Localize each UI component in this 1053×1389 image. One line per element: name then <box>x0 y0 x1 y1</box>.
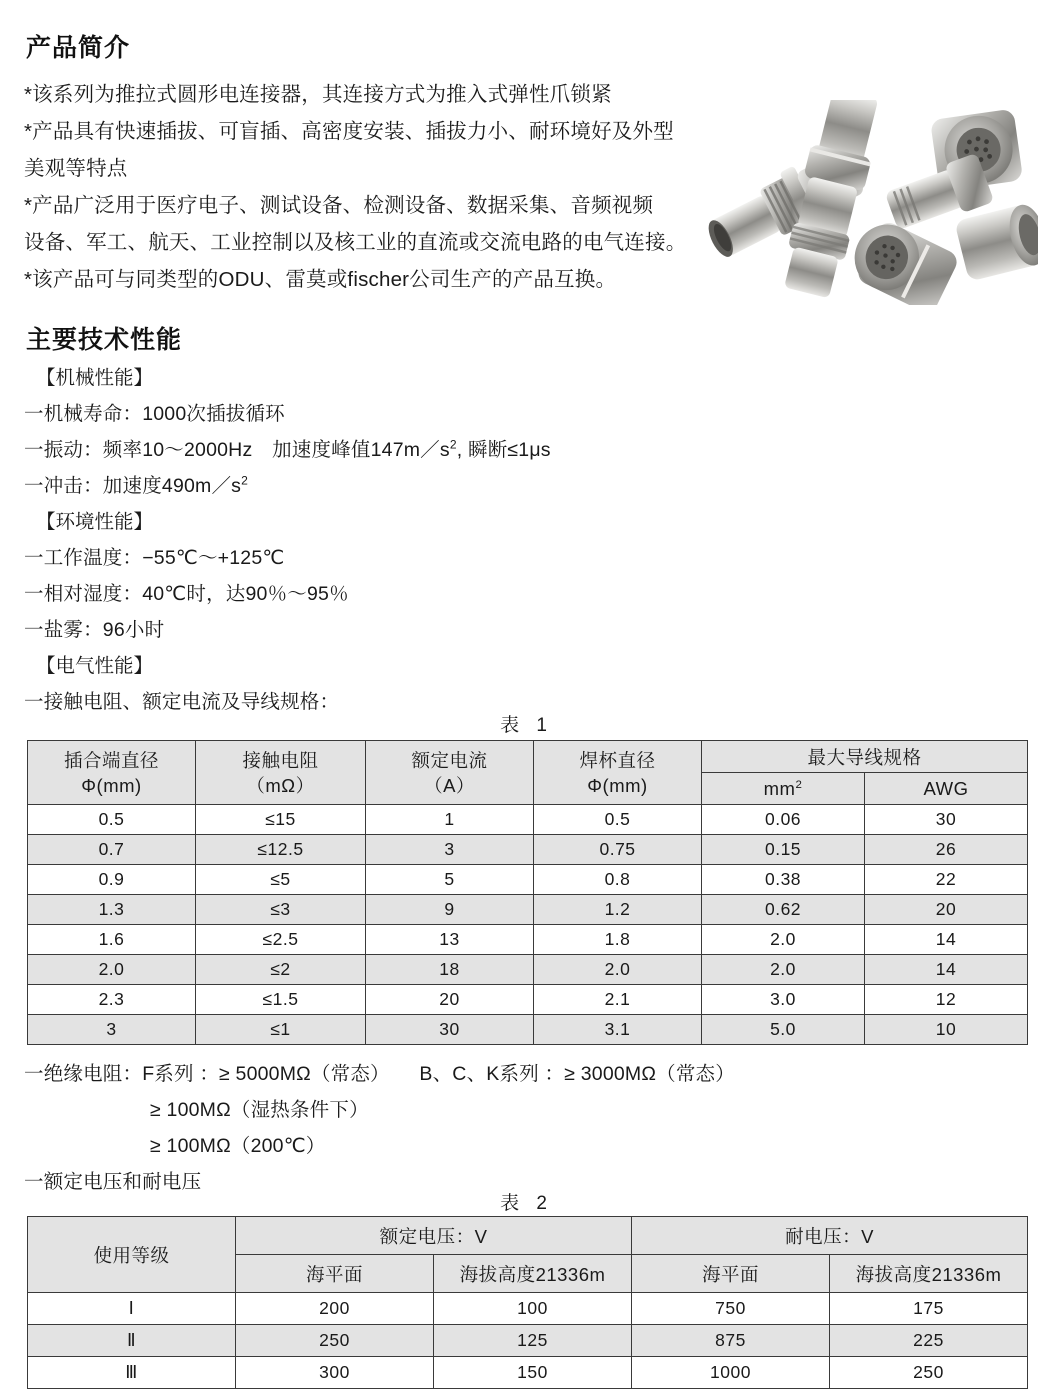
specs-body <box>24 360 724 720</box>
header-line: 接触电阻 <box>242 749 319 771</box>
superscript-two: 2 <box>449 437 457 452</box>
table-row <box>28 1357 1028 1389</box>
cell-wire-awg: 20 <box>865 895 1028 925</box>
table-1-body <box>28 805 1028 1045</box>
intro-line: *该系列为推拉式圆形电连接器，其连接方式为推入式弹性爪锁紧 <box>24 83 612 106</box>
cell-solder-cup: 2.1 <box>534 985 702 1015</box>
header-mating-diameter <box>28 741 196 805</box>
unit-mm: mm <box>763 777 796 799</box>
cell-solder-cup: 2.0 <box>534 955 702 985</box>
cell-rated-current: 5 <box>366 865 534 895</box>
cell-wire-awg: 26 <box>865 835 1028 865</box>
product-photo-connectors <box>690 100 1038 305</box>
cell-mating-diameter: 1.6 <box>28 925 196 955</box>
cell-contact-resistance: ≤5 <box>196 865 366 895</box>
intro-line: 设备、军工、航天、工业控制以及核工业的直流或交流电路的电气连接。 <box>24 231 687 254</box>
cell-mating-diameter: 1.3 <box>28 895 196 925</box>
cell-solder-cup: 0.5 <box>534 805 702 835</box>
insulation-resistance-line-1: 一绝缘电阻：F系列 ：≥ 5000MΩ（常态） B、C、K系列 ：≥ 3000MΩ（常态） <box>24 1063 735 1085</box>
cell-rated-current: 18 <box>366 955 534 985</box>
table-2-header-row-1 <box>28 1217 1028 1255</box>
cell-wire-mm2: 2.0 <box>702 925 865 955</box>
product-intro-body <box>24 76 692 298</box>
mechanical-life: 一机械寿命：1000次插拔循环 <box>24 403 285 425</box>
table-row <box>28 865 1028 895</box>
cell-contact-resistance: ≤1 <box>196 1015 366 1045</box>
header-rated-altitude: 海拔高度21336m <box>434 1255 632 1293</box>
vibration-text-pre: 一振动：频率10～2000Hz 加速度峰值147m／s <box>24 439 450 461</box>
cell-contact-resistance: ≤3 <box>196 895 366 925</box>
cell-rated-sea-level: 200 <box>236 1293 434 1325</box>
cell-withstand-sea-level: 1000 <box>632 1357 830 1389</box>
table-row <box>28 925 1028 955</box>
cell-rated-current: 20 <box>366 985 534 1015</box>
cell-rated-current: 3 <box>366 835 534 865</box>
cell-wire-mm2: 0.06 <box>702 805 865 835</box>
header-line: 插合端直径 <box>63 749 159 771</box>
header-contact-resistance <box>196 741 366 805</box>
cell-contact-resistance: ≤1.5 <box>196 985 366 1015</box>
insulation-resistance-line-2: ≥ 100MΩ（湿热条件下） <box>150 1099 369 1121</box>
cell-mating-diameter: 0.5 <box>28 805 196 835</box>
header-wire-mm2 <box>702 773 865 805</box>
table-row <box>28 1293 1028 1325</box>
cell-solder-cup: 0.8 <box>534 865 702 895</box>
header-solder-cup-diameter <box>534 741 702 805</box>
cell-wire-awg: 14 <box>865 925 1028 955</box>
table-1-caption: 表 1 <box>500 715 553 736</box>
cell-rated-sea-level: 300 <box>236 1357 434 1389</box>
specs-heading: 主要技术性能 <box>26 326 183 354</box>
voltage-rating-table <box>27 1216 1028 1389</box>
product-intro-heading: 产品简介 <box>26 34 131 62</box>
table-2-body <box>28 1293 1028 1389</box>
table-2-caption: 表 2 <box>500 1193 553 1214</box>
table-2-header <box>28 1217 1028 1293</box>
header-usage-grade: 使用等级 <box>28 1217 236 1293</box>
header-line: （mΩ） <box>246 774 315 796</box>
table-1-header-row-1 <box>28 741 1028 773</box>
mechanical-vibration <box>24 432 724 468</box>
cell-wire-mm2: 5.0 <box>702 1015 865 1045</box>
shock-text-pre: 一冲击：加速度490m／s <box>24 475 242 497</box>
cell-rated-current: 30 <box>366 1015 534 1045</box>
cell-wire-awg: 10 <box>865 1015 1028 1045</box>
environmental-group-label: 【环境性能】 <box>36 511 154 533</box>
intro-line: *该产品可与同类型的ODU、雷莫或fischer公司生产的产品互换。 <box>24 268 617 291</box>
insulation-resistance-line-3: ≥ 100MΩ（200℃） <box>150 1135 326 1157</box>
cell-wire-awg: 30 <box>865 805 1028 835</box>
cell-contact-resistance: ≤12.5 <box>196 835 366 865</box>
cell-usage-grade: Ⅱ <box>28 1325 236 1357</box>
intro-line: *产品广泛用于医疗电子、测试设备、检测设备、数据采集、音频视频 <box>24 194 654 217</box>
table-row <box>28 805 1028 835</box>
environmental-temperature: 一工作温度：−55℃～+125℃ <box>24 547 285 569</box>
cell-withstand-sea-level: 875 <box>632 1325 830 1357</box>
table-row <box>28 955 1028 985</box>
electrical-intro: 一接触电阻、额定电流及导线规格： <box>24 691 340 713</box>
cell-mating-diameter: 2.3 <box>28 985 196 1015</box>
intro-line: *产品具有快速插拔、可盲插、高密度安装、插拔力小、耐环境好及外型 <box>24 120 674 143</box>
header-withstand-altitude: 海拔高度21336m <box>830 1255 1028 1293</box>
header-rated-sea-level: 海平面 <box>236 1255 434 1293</box>
cell-solder-cup: 0.75 <box>534 835 702 865</box>
header-line: 焊杯直径 <box>579 749 656 771</box>
cell-rated-sea-level: 250 <box>236 1325 434 1357</box>
cell-wire-mm2: 0.15 <box>702 835 865 865</box>
table-row <box>28 895 1028 925</box>
mechanical-group-label: 【机械性能】 <box>36 367 154 389</box>
table-row <box>28 1015 1028 1045</box>
cell-mating-diameter: 3 <box>28 1015 196 1045</box>
cell-solder-cup: 3.1 <box>534 1015 702 1045</box>
header-rated-voltage: 额定电压：V <box>236 1217 632 1255</box>
superscript-two: 2 <box>241 473 249 488</box>
cell-solder-cup: 1.2 <box>534 895 702 925</box>
header-line: 额定电流 <box>411 749 488 771</box>
voltage-intro: 一额定电压和耐电压 <box>24 1171 202 1193</box>
cell-contact-resistance: ≤2 <box>196 955 366 985</box>
intro-line: 美观等特点 <box>24 157 128 180</box>
cell-rated-altitude: 150 <box>434 1357 632 1389</box>
cell-withstand-altitude: 175 <box>830 1293 1028 1325</box>
cell-usage-grade: Ⅰ <box>28 1293 236 1325</box>
cell-mating-diameter: 2.0 <box>28 955 196 985</box>
cell-wire-awg: 12 <box>865 985 1028 1015</box>
cell-rated-current: 9 <box>366 895 534 925</box>
mechanical-shock <box>24 468 724 504</box>
table-row <box>28 835 1028 865</box>
cell-wire-mm2: 0.62 <box>702 895 865 925</box>
header-withstand-voltage: 耐电压：V <box>632 1217 1028 1255</box>
cell-usage-grade: Ⅲ <box>28 1357 236 1389</box>
cell-contact-resistance: ≤15 <box>196 805 366 835</box>
environmental-humidity: 一相对湿度：40℃时，达90％～95％ <box>24 583 349 605</box>
header-line: Φ(mm) <box>81 774 142 796</box>
table-row <box>28 985 1028 1015</box>
cell-rated-current: 13 <box>366 925 534 955</box>
electrical-group-label: 【电气性能】 <box>36 655 154 677</box>
header-rated-current <box>366 741 534 805</box>
cell-wire-awg: 22 <box>865 865 1028 895</box>
header-wire-awg: AWG <box>865 773 1028 805</box>
cell-wire-mm2: 3.0 <box>702 985 865 1015</box>
superscript-two: 2 <box>795 778 803 791</box>
cell-wire-awg: 14 <box>865 955 1028 985</box>
connector-bottom-right <box>954 201 1038 282</box>
contact-resistance-table <box>27 740 1028 1045</box>
header-max-wire-spec: 最大导线规格 <box>702 741 1028 773</box>
cell-withstand-sea-level: 750 <box>632 1293 830 1325</box>
table-row <box>28 1325 1028 1357</box>
cell-contact-resistance: ≤2.5 <box>196 925 366 955</box>
cell-rated-current: 1 <box>366 805 534 835</box>
cell-withstand-altitude: 225 <box>830 1325 1028 1357</box>
cell-wire-mm2: 0.38 <box>702 865 865 895</box>
header-withstand-sea-level: 海平面 <box>632 1255 830 1293</box>
cell-mating-diameter: 0.9 <box>28 865 196 895</box>
vibration-text-post: , 瞬断≤1μs <box>456 439 551 461</box>
environmental-salt-spray: 一盐雾：96小时 <box>24 619 165 641</box>
cell-mating-diameter: 0.7 <box>28 835 196 865</box>
header-line: （A） <box>424 774 475 796</box>
cell-wire-mm2: 2.0 <box>702 955 865 985</box>
header-line: Φ(mm) <box>587 774 648 796</box>
cell-rated-altitude: 125 <box>434 1325 632 1357</box>
cell-rated-altitude: 100 <box>434 1293 632 1325</box>
cell-solder-cup: 1.8 <box>534 925 702 955</box>
table-1-header <box>28 741 1028 805</box>
cell-withstand-altitude: 250 <box>830 1357 1028 1389</box>
